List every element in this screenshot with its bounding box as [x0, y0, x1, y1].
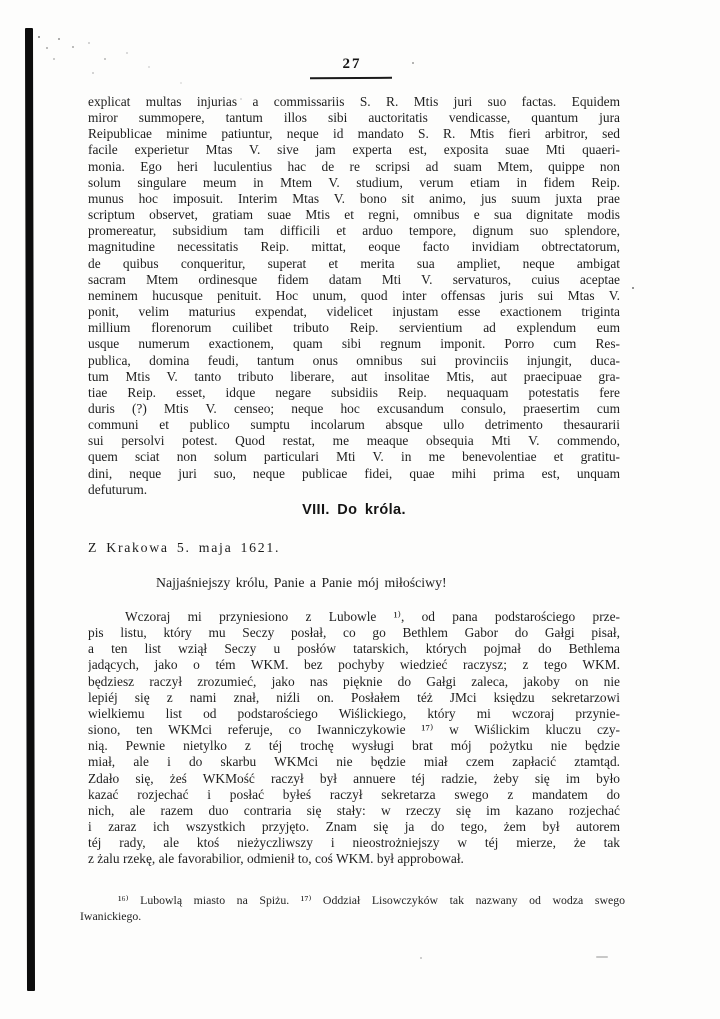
text-line: Reipublicae minime patiuntur, neque id mandato S. R. Mtis fieri arbitror, sed — [88, 126, 620, 142]
text-line: magnitudine necessitatis Reip. mittat, eoque facto invidiam obtrectatorum, — [88, 239, 620, 255]
text-line: wielkiemu list od podstarościego Wiślickiego, który mi wczoraj przynie- — [88, 705, 620, 721]
text-line: Zdało się, żeś WKMość raczył był annuere téj radzie, żeby się im było — [88, 770, 620, 786]
text-line: Wczoraj mi przyniesiono z Lubowle ¹⁾, od pana podstarościego prze- — [125, 609, 620, 624]
text-line: communi et publico sumptu incolarum absque ullo detrimento thesaurarii — [88, 417, 620, 433]
text-line: sacram Mtem ordinesque fidem datam Mti V. servaturos, cuius aceptae — [88, 271, 620, 287]
text-line: kazać rozjechać i posłać byłeś raczył sekretarza swego z mandatem do — [88, 786, 620, 802]
text-line: munus hoc imposuit. Interim Mtas V. bono sit animo, jus suum juxta prae — [88, 190, 620, 206]
text-line: będziesz raczył zrozumieć, jako nas pięknie do Gałgi zaleca, jakoby on nie — [88, 673, 620, 689]
polish-letter-paragraph — [88, 609, 620, 868]
text-line: ponit, velim maturius expendat, videlicet injustam esse exactionem triginta — [88, 304, 620, 320]
text-line: siono, ten WKMci referuje, co Iwanniczykowie ¹⁷⁾ w Wiślickim kluczu czy- — [88, 722, 620, 738]
text-line: miror summopere, tantum illos sibi auctoritatis vendicasse, quantum jura — [88, 110, 620, 126]
text-line: explicat multas injurias a commissariis S. R. Mtis juri suo factas. Equidem — [88, 94, 620, 109]
text-line: lepiéj się z nami znał, niźli on. Posłałem téż JMci księdzu sekretarzowi — [88, 689, 620, 705]
footnotes — [80, 893, 625, 924]
text-line: sui persolvi potest. Quod restat, me meaque obsequia Mti V. commendo, — [88, 433, 620, 449]
text-line: monia. Ego heri luculentius hac de re scripsi ad suam Mtem, quippe non — [88, 158, 620, 174]
text-line: promereatur, subsidium tam difficili et arduo tempore, dignum suo splendore, — [88, 223, 620, 239]
text-line: publica, domina feudi, tantum onus omnibus sui provinciis injungit, duca- — [88, 352, 620, 368]
letter-dateline: Z Krakowa 5. maja 1621. — [88, 540, 281, 555]
letter-salutation: Najjaśniejszy królu, Panie a Panie mój miłościwy! — [156, 575, 447, 590]
text-line: Iwanickiego. — [80, 908, 142, 923]
text-line: tum Mtis V. tanto tributo liberare, aut insolitae Mtis, aut praecipuae gra- — [88, 368, 620, 384]
page-number-underline — [310, 77, 392, 79]
text-line: pis listu, który mu Seczy posłał, co go Bethlem Gabor do Gałgi pisał, — [88, 625, 620, 641]
text-line: i zaraz ich wszystkich przyjęto. Znam się ja do tego, żem był autorem — [88, 819, 620, 835]
text-line: miał, ale i do skarbu WKMci nie będzie miał czem zapłacić ztamtąd. — [88, 754, 620, 770]
scan-gutter-bar — [25, 28, 35, 991]
text-line: defuturum. — [88, 481, 148, 497]
text-line: dini, neque juri suo, neque publicae fidei, quae mihi prima est, unquam — [88, 465, 620, 481]
text-line: jadących, jako o tém WKM. bez pochyby wiedzieć raczysz; z tego WKM. — [88, 657, 620, 673]
text-line: a ten list wziął Seczy u posłów tatarskich, których pojmał do Bethlema — [88, 641, 620, 657]
text-line: de quibus conqueritur, superat et merita sua ampliet, neque ambigat — [88, 255, 620, 271]
text-line: quem sciat non solum particulari Mti V. in me benevolentiae et gratitu- — [88, 449, 620, 465]
text-line: duris (?) Mtis V. censeo; neque hoc excusandum consulo, praesertim cum — [88, 400, 620, 416]
scan-noise-specks — [0, 0, 2, 2]
text-line: nich, ale razem duo contraria się stały: w rzeczy się im kazano rozjechać — [88, 802, 620, 818]
text-line: téj rady, ale ktoś nieżyczliwszy i nieostrożniejszy w téj mierze, że tak — [88, 835, 620, 851]
text-line: millium florenorum cuilibet tributo Reip. servientium ad explendum eum — [88, 320, 620, 336]
page-number: 27 — [342, 56, 362, 72]
text-line: tiae Reip. esset, idque negare subsidiis Reip. nequaquam potestatis fere — [88, 384, 620, 400]
text-line: nią. Pewnie nietylko z téj trochę wysługi brat mój pożytku nie będzie — [88, 738, 620, 754]
text-line: neminem hucusque penituit. Hoc unum, quod inter offensas juris sui Mtas V. — [88, 287, 620, 303]
text-line: solum singulare meum in Mtem V. studium, verum etiam in fidem Reip. — [88, 174, 620, 190]
scan-smudge — [596, 956, 608, 958]
latin-letter-paragraph — [88, 94, 620, 498]
text-line: scriptum observet, gratiam suae Mtis et regni, omnibus e sua dignitate modis — [88, 207, 620, 223]
text-line: usque numerum exactionem, quam sibi regnum imponit. Porro cum Res- — [88, 336, 620, 352]
text-line: facile experietur Mtas V. sive jam experta est, exposita suae Mti quaeri- — [88, 142, 620, 158]
text-line: ¹⁶⁾ Lubowlą miasto na Spiżu. ¹⁷⁾ Oddział Lisowczyków tak nazwany od wodza swego — [118, 893, 625, 907]
text-line: z żalu rzekę, ale favorabilior, odmienił to, coś WKM. był approbował. — [88, 851, 464, 867]
section-heading: VIII. Do króla. — [302, 502, 406, 518]
